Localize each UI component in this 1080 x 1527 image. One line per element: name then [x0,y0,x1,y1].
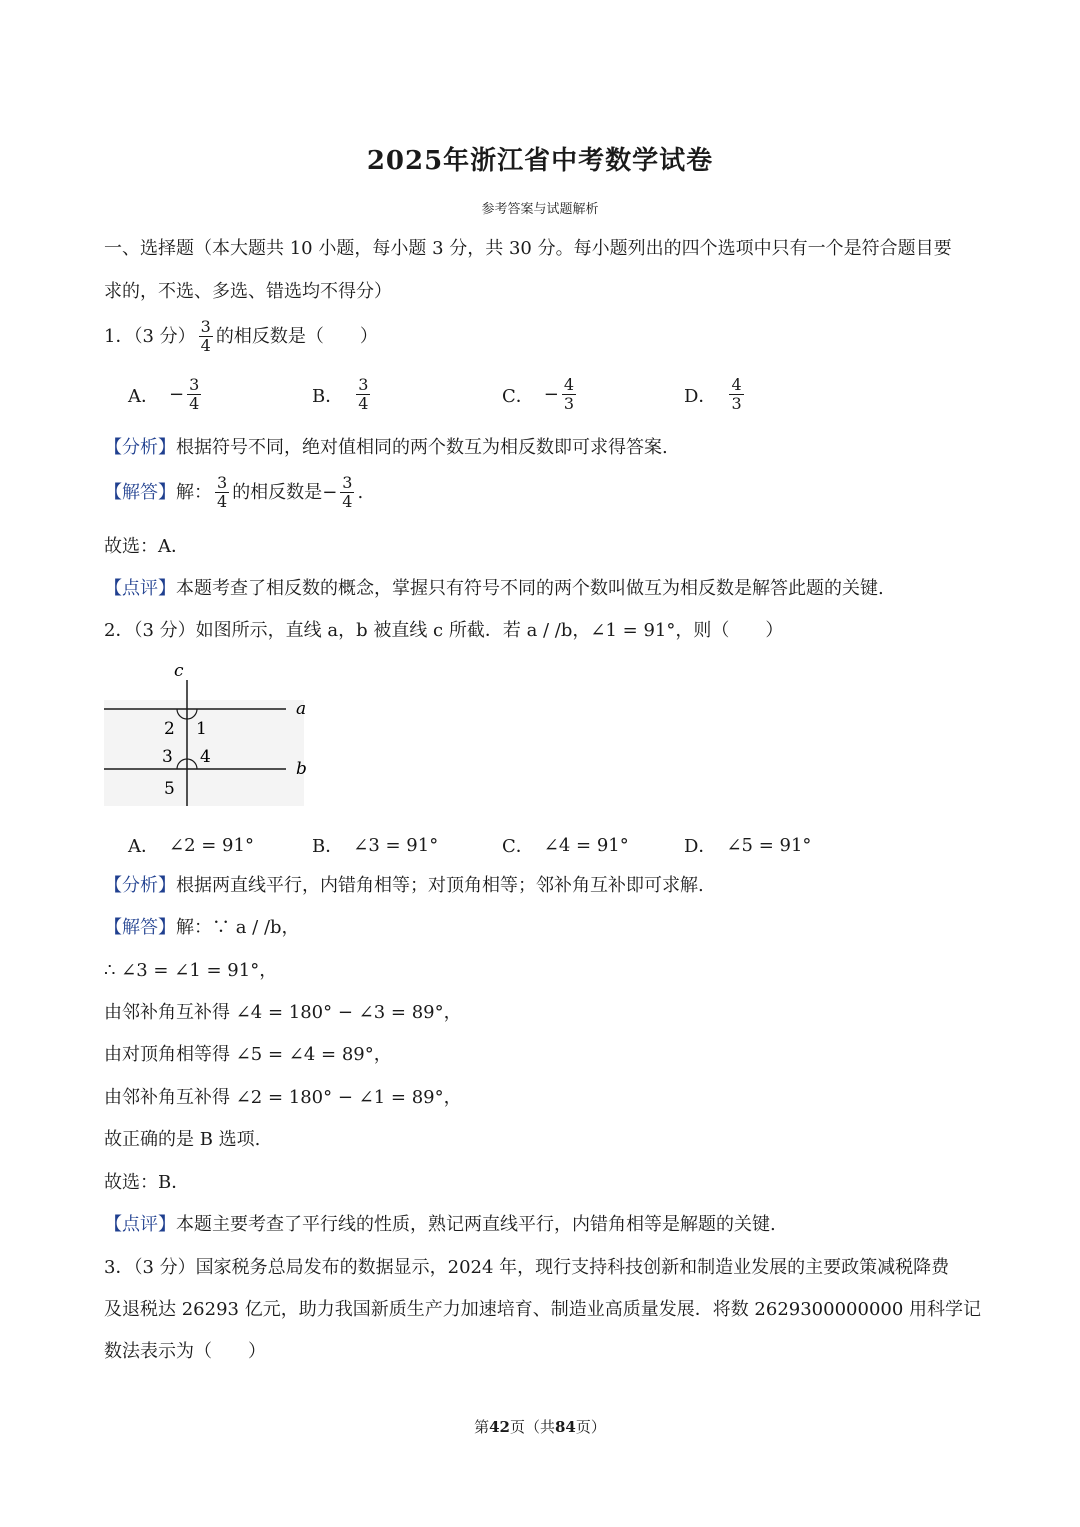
page-footer [0,1416,1080,1437]
q1-review-text: 本题考查了相反数的概念，掌握只有符号不同的两个数叫做互为相反数是解答此题的关键. [176,578,884,599]
answer-tag: 【解答】 [104,917,176,938]
q1-answer-end: . [357,481,364,503]
q1-option-c [502,376,579,413]
angle-label-1: 1 [196,719,207,739]
review-tag: 【点评】 [104,578,176,599]
label-b: b [296,759,307,779]
q2-option-d-label: D． [684,836,717,857]
q1-option-b-fraction [356,376,370,413]
label-a: a [296,699,307,719]
section-heading-line2: 求的，不选、多选、错选均不得分） [104,281,392,302]
q1-option-a [128,376,204,413]
q2-analysis [104,874,704,898]
q1-answer-neg-den: 4 [342,492,353,511]
q2-option-c [502,832,629,858]
q1-analysis [104,436,668,460]
q1-answer-neg-num: 3 [342,473,353,492]
q2-answer-line3: 由对顶角相等得 ∠5 = ∠4 = 89°， [104,1044,392,1065]
q1-option-d-label: D． [684,385,717,407]
footer-pre: 第 [474,1418,490,1436]
q2-option-d-text: ∠5 = 91° [726,834,812,856]
angle-label-2: 2 [164,719,175,739]
q1-option-c-den: 3 [563,394,575,413]
q1-option-a-label: A． [128,385,159,407]
q1-option-c-num: 4 [563,375,575,394]
q1-answer-fraction [215,474,229,511]
angle-label-4: 4 [200,747,211,767]
q1-option-c-fraction [562,376,576,413]
q2-option-a [128,832,254,858]
q1-option-b-den: 4 [358,394,369,413]
q2-answer-line2: 由邻补角互补得 ∠4 = 180° − ∠3 = 89°， [104,1002,462,1023]
q1-option-c-sign: − [543,384,559,405]
q3-line3: 数法表示为（ ） [104,1341,266,1362]
footer-mid: 页（共 [509,1418,555,1436]
q1-stem-suffix: 的相反数是（ ） [215,325,378,347]
q1-option-b-num: 3 [358,375,369,394]
q2-option-b-label: B． [312,836,344,857]
q2-answer-line0-text: 解：∵ a / /b， [176,917,300,938]
q1-option-b [312,376,373,413]
q1-answer-fraction-neg [340,474,354,511]
q1-fraction [199,318,213,355]
page-subtitle: 参考答案与试题解析 [481,202,599,217]
q2-option-a-text: ∠2 = 91° [169,834,254,856]
q1-analysis-text: 根据符号不同，绝对值相同的两个数互为相反数即可求得答案. [176,437,668,458]
q2-answer-line5: 故正确的是 B 选项. [104,1129,261,1150]
q1-option-d-den: 3 [731,394,742,413]
q1-option-a-sign: − [169,384,185,405]
q1-option-d [684,376,747,413]
answer-tag: 【解答】 [104,481,176,503]
q2-review [104,1213,776,1237]
q1-option-a-den: 4 [189,394,200,413]
q1-frac-num: 3 [200,317,211,336]
q2-option-b [312,832,438,858]
footer-total-pages: 84 [555,1418,576,1436]
q1-review [104,577,884,601]
q2-answer-line1: ∴ ∠3 = ∠1 = 91°， [104,960,278,981]
q1-option-a-num: 3 [189,375,200,394]
q2-answer-line0 [104,916,300,940]
q1-answer-frac-num: 3 [217,473,228,492]
analysis-tag: 【分析】 [104,437,176,458]
q1-answer [104,474,363,511]
q1-option-c-label: C． [502,385,534,407]
q1-choice: 故选：A． [104,536,189,557]
q1-frac-den: 4 [200,336,211,355]
angle-label-5: 5 [164,779,175,799]
q1-answer-prefix: 解： [176,481,212,503]
q2-review-text: 本题主要考查了平行线的性质，熟记两直线平行，内错角相等是解题的关键. [176,1214,776,1235]
q1-option-d-fraction [729,376,743,413]
footer-page-number: 42 [489,1418,510,1436]
q1-prefix: 1．（3 分） [104,325,196,347]
review-tag: 【点评】 [104,1214,176,1235]
page-title: 2025年浙江省中考数学试卷 [366,146,714,176]
q1-answer-sign: − [322,481,338,503]
q2-analysis-text: 根据两直线平行，内错角相等；对顶角相等；邻补角互补即可求解. [176,875,704,896]
q2-option-c-label: C． [502,836,534,857]
q1-option-a-fraction [187,376,201,413]
q3-line2: 及退税达 26293 亿元，助力我国新质生产力加速培育、制造业高质量发展．将数 2629300000000 用科学记 [104,1299,982,1320]
q2-option-c-text: ∠4 = 91° [543,834,629,856]
q2-answer-line4: 由邻补角互补得 ∠2 = 180° − ∠1 = 89°， [104,1087,462,1108]
q2-stem: 2．（3 分）如图所示，直线 a，b 被直线 c 所截．若 a / /b，∠1 = 91°，则（ ） [104,620,784,641]
q2-option-d [684,832,811,858]
q1-stem [104,318,378,355]
q2-figure [100,658,320,810]
section-heading-line1: 一、选择题（本大题共 10 小题，每小题 3 分，共 30 分。每小题列出的四个选项中只有一个是符合题目要 [104,238,952,259]
q3-line1: 3．（3 分）国家税务总局发布的数据显示，2024 年，现行支持科技创新和制造业发展的主要政策减税降费 [104,1257,950,1278]
angle-label-3: 3 [162,747,173,767]
q1-answer-mid: 的相反数是 [232,481,323,503]
label-c: c [174,661,184,681]
q1-option-d-num: 4 [731,375,742,394]
q2-option-a-label: A． [128,836,159,857]
analysis-tag: 【分析】 [104,875,176,896]
q1-answer-frac-den: 4 [217,492,228,511]
footer-post: 页） [575,1418,606,1436]
q2-answer-line6: 故选：B． [104,1172,190,1193]
q2-option-b-text: ∠3 = 91° [353,834,439,856]
q1-option-b-label: B． [312,385,344,407]
